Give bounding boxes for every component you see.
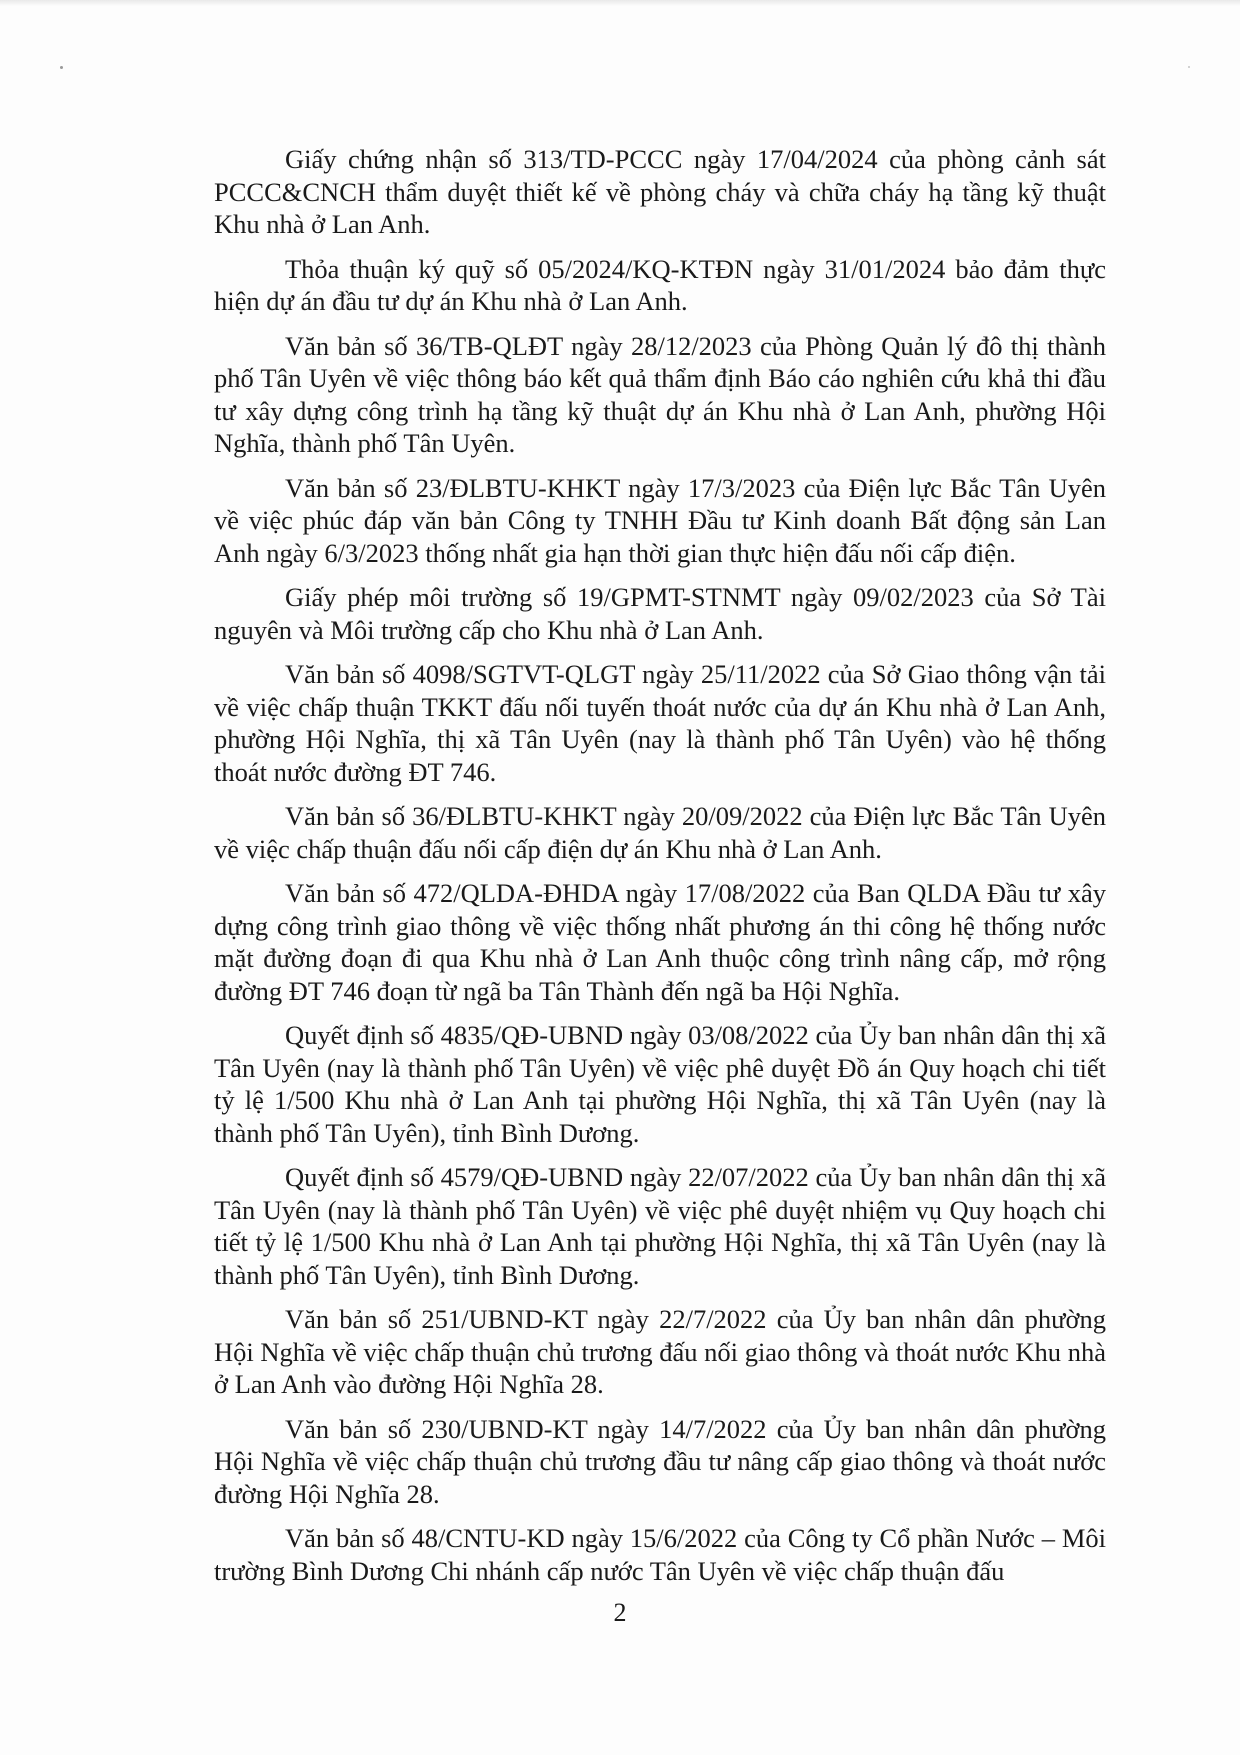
paragraph: Văn bản số 36/ĐLBTU-KHKT ngày 20/09/2022 của Điện lực Bắc Tân Uyên về việc chấp thuận đấu nối cấp điện dự án Khu nhà ở Lan Anh. (214, 801, 1106, 864)
paragraph: Văn bản số 230/UBND-KT ngày 14/7/2022 của Ủy ban nhân dân phường Hội Nghĩa về việc chấp thuận chủ trương đầu tư nâng cấp giao thông và thoát nước đường Hội Nghĩa 28. (214, 1413, 1106, 1509)
scan-speck (1188, 66, 1190, 68)
paragraph: Văn bản số 4098/SGTVT-QLGT ngày 25/11/2022 của Sở Giao thông vận tải về việc chấp thuận TKKT đấu nối tuyến thoát nước của dự án Khu nhà ở Lan Anh, phường Hội Nghĩa, thị xã Tân Uyên (nay là thành phố Tân Uyên) vào hệ thống thoát nước đường ĐT 746. (214, 659, 1106, 787)
paragraph: Văn bản số 36/TB-QLĐT ngày 28/12/2023 của Phòng Quản lý đô thị thành phố Tân Uyên về việc thông báo kết quả thẩm định Báo cáo nghiên cứu khả thi đầu tư xây dựng công trình hạ tầng kỹ thuật dự án Khu nhà ở Lan Anh, phường Hội Nghĩa, thành phố Tân Uyên. (214, 330, 1106, 458)
paragraph: Văn bản số 23/ĐLBTU-KHKT ngày 17/3/2023 của Điện lực Bắc Tân Uyên về việc phúc đáp văn bản Công ty TNHH Đầu tư Kinh doanh Bất động sản Lan Anh ngày 6/3/2023 thống nhất gia hạn thời gian thực hiện đấu nối cấp điện. (214, 472, 1106, 568)
scan-edge (0, 0, 1240, 6)
document-body (214, 143, 1106, 1599)
paragraph: Quyết định số 4835/QĐ-UBND ngày 03/08/2022 của Ủy ban nhân dân thị xã Tân Uyên (nay là thành phố Tân Uyên) về việc phê duyệt Đồ án Quy hoạch chi tiết tỷ lệ 1/500 Khu nhà ở Lan Anh tại phường Hội Nghĩa, thị xã Tân Uyên (nay là thành phố Tân Uyên), tỉnh Bình Dương. (214, 1020, 1106, 1148)
paragraph: Giấy phép môi trường số 19/GPMT-STNMT ngày 09/02/2023 của Sở Tài nguyên và Môi trường cấp cho Khu nhà ở Lan Anh. (214, 582, 1106, 645)
paragraph: Văn bản số 472/QLDA-ĐHDA ngày 17/08/2022 của Ban QLDA Đầu tư xây dựng công trình giao thông về việc thống nhất phương án thi công hệ thống nước mặt đường đoạn đi qua Khu nhà ở Lan Anh thuộc công trình nâng cấp, mở rộng đường ĐT 746 đoạn từ ngã ba Tân Thành đến ngã ba Hội Nghĩa. (214, 878, 1106, 1006)
paragraph: Văn bản số 251/UBND-KT ngày 22/7/2022 của Ủy ban nhân dân phường Hội Nghĩa về việc chấp thuận chủ trương đấu nối giao thông và thoát nước Khu nhà ở Lan Anh vào đường Hội Nghĩa 28. (214, 1304, 1106, 1399)
page-number: 2 (613, 1598, 627, 1627)
paragraph: Văn bản số 48/CNTU-KD ngày 15/6/2022 của Công ty Cổ phần Nước – Môi trường Bình Dương Chi nhánh cấp nước Tân Uyên về việc chấp thuận đấu (214, 1523, 1106, 1586)
paragraph: Giấy chứng nhận số 313/TD-PCCC ngày 17/04/2024 của phòng cảnh sát PCCC&CNCH thẩm duyệt thiết kế về phòng cháy và chữa cháy hạ tầng kỹ thuật Khu nhà ở Lan Anh. (214, 144, 1106, 239)
paragraph: Thỏa thuận ký quỹ số 05/2024/KQ-KTĐN ngày 31/01/2024 bảo đảm thực hiện dự án đầu tư dự án Khu nhà ở Lan Anh. (214, 253, 1106, 316)
scan-speck (60, 66, 63, 69)
paragraph: Quyết định số 4579/QĐ-UBND ngày 22/07/2022 của Ủy ban nhân dân thị xã Tân Uyên (nay là thành phố Tân Uyên) về việc phê duyệt nhiệm vụ Quy hoạch chi tiết tỷ lệ 1/500 Khu nhà ở Lan Anh tại phường Hội Nghĩa, thị xã Tân Uyên (nay là thành phố Tân Uyên), tỉnh Bình Dương. (214, 1162, 1106, 1290)
